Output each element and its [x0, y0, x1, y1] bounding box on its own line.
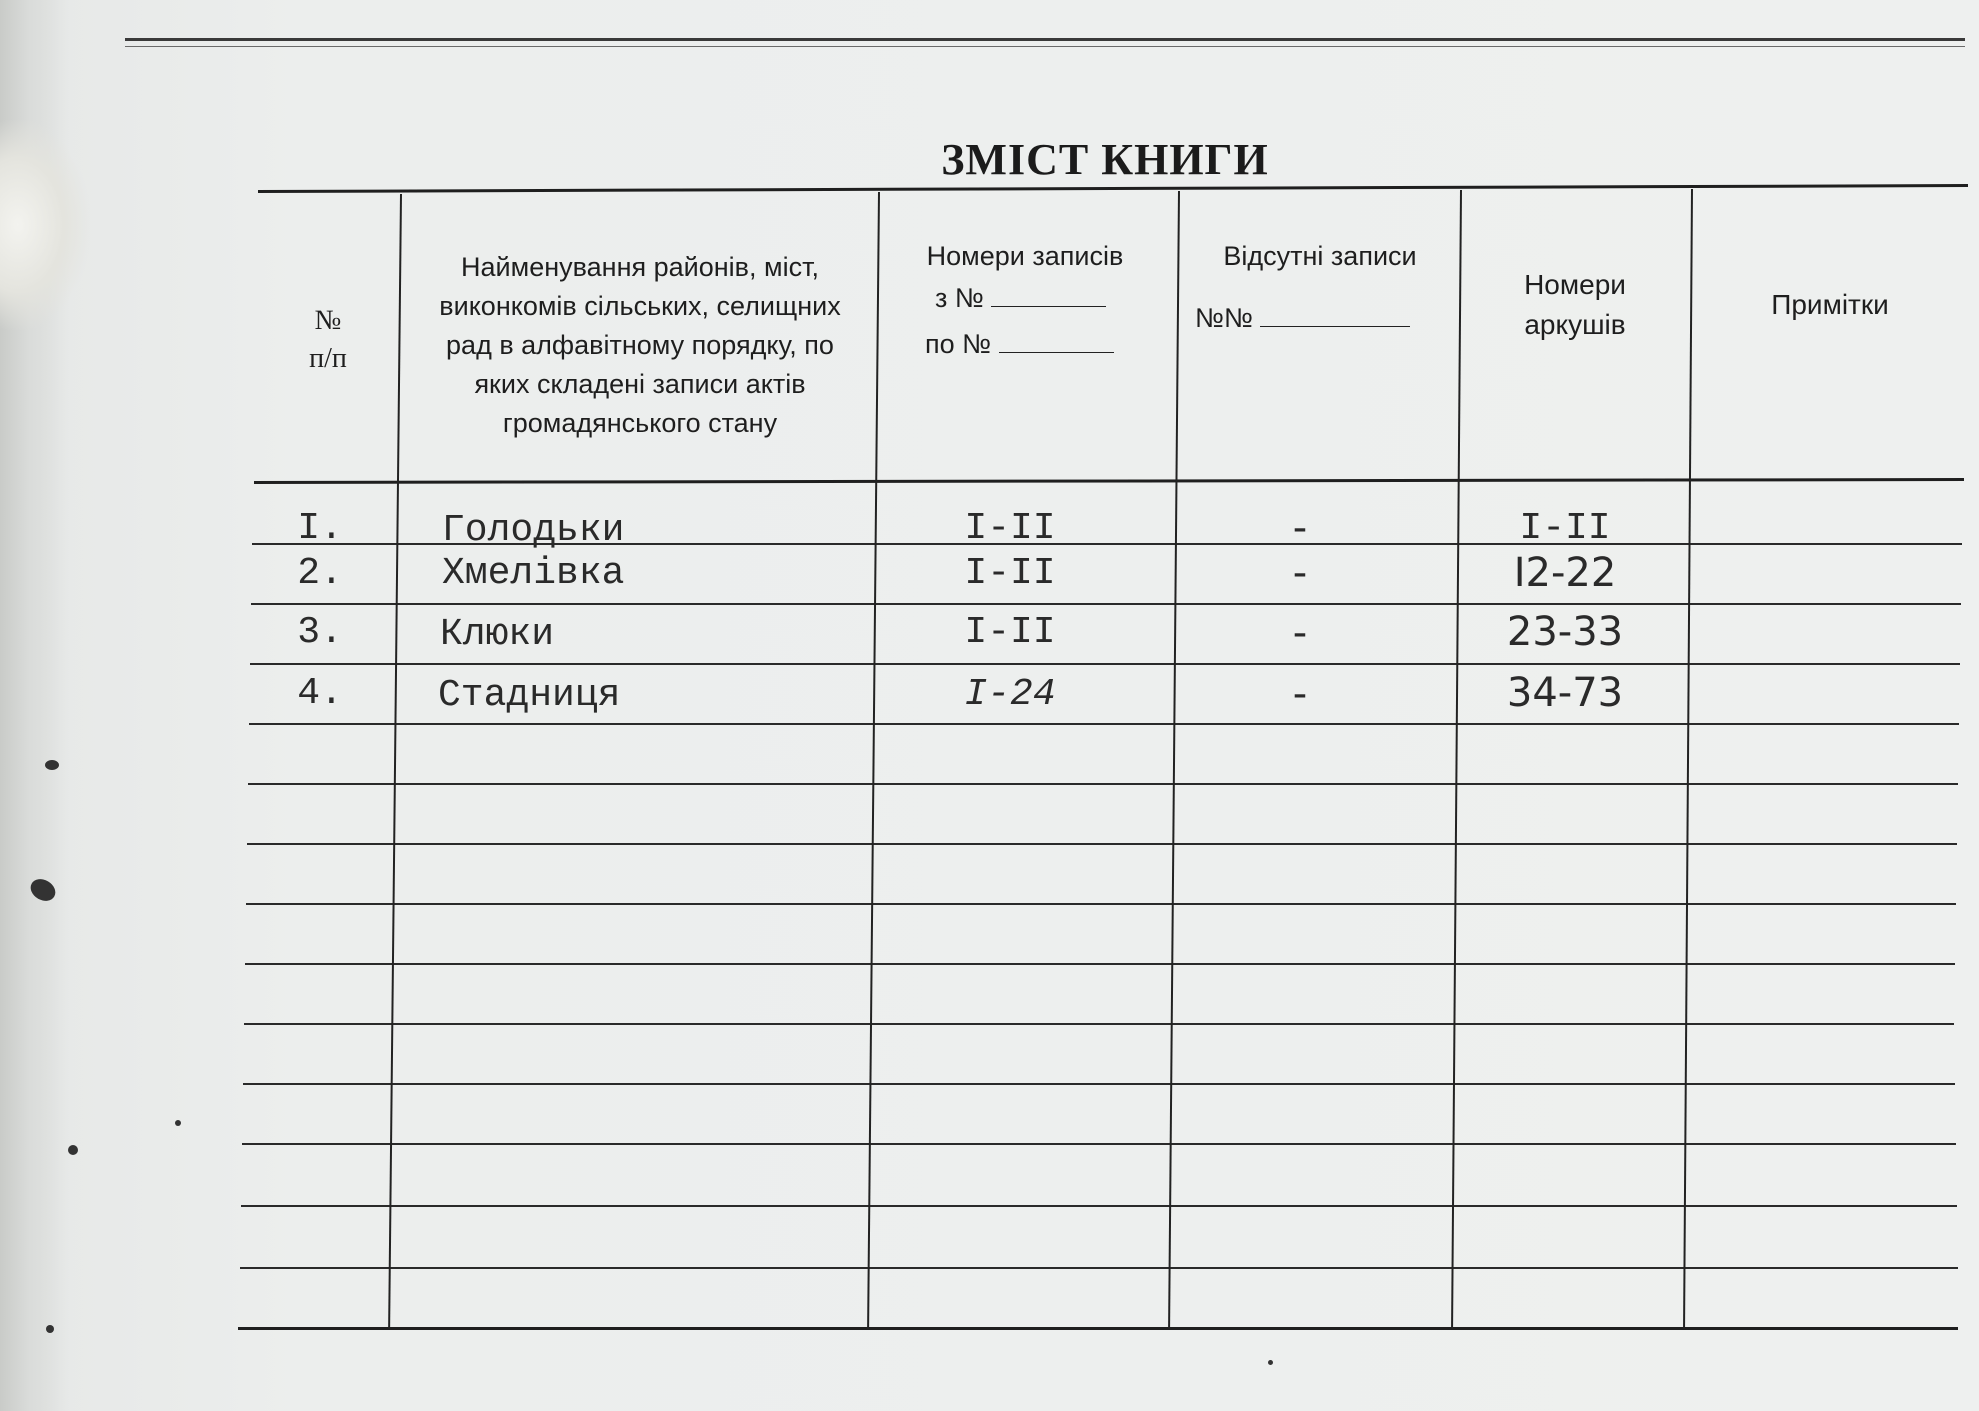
column-rule: [1683, 189, 1693, 1329]
row-rule: [251, 603, 1961, 605]
page-title: ЗМІСТ КНИГИ: [941, 135, 1269, 184]
header-notes-text: Примітки: [1771, 289, 1889, 320]
header-missing-nos-text: №№: [1195, 303, 1253, 333]
row-rule: [245, 963, 1955, 965]
top-rule-secondary: [125, 46, 1965, 47]
header-name-text: Найменування районів, міст, виконкомів сільських, селищних рад в алфавітному порядку, по яких складені записи актів громадянського стану: [439, 251, 841, 438]
table-top-rule: [258, 184, 1968, 193]
row-2-num: 2.: [297, 552, 343, 595]
margin-speck: [45, 760, 59, 770]
header-missing-label: Відсутні записи: [1223, 241, 1417, 271]
column-rule: [867, 192, 880, 1329]
row-1-records: I-II: [964, 507, 1056, 550]
margin-speck: [1268, 1360, 1273, 1365]
row-rule: [243, 1083, 1955, 1085]
row-1-name: Голодьки: [442, 509, 625, 552]
row-3-name: Клюки: [440, 613, 555, 656]
row-rule: [242, 1143, 1956, 1145]
table-bottom-rule: [238, 1327, 1958, 1330]
header-notes: [1700, 240, 1960, 370]
row-rule: [248, 783, 1958, 785]
header-records-to: [880, 323, 1114, 365]
header-num: № п/п: [309, 305, 347, 374]
row-rule: [250, 663, 1960, 665]
row-rule: [246, 903, 1956, 905]
header-records-label: Номери записів: [926, 241, 1124, 271]
records-from-blank: [991, 306, 1106, 307]
row-rule: [249, 723, 1959, 725]
row-3-sheets: 23-33: [1506, 609, 1624, 655]
row-3-num: 3.: [297, 611, 343, 654]
header-records-to-text: по №: [925, 329, 992, 359]
row-3-records: I-II: [964, 611, 1056, 654]
row-4-num: 4.: [297, 672, 343, 715]
row-1-sheets: I-II: [1519, 507, 1611, 550]
top-rule: [125, 38, 1965, 41]
row-4-sheets: 34-73: [1506, 670, 1624, 716]
row-4-missing: -: [1292, 671, 1308, 717]
row-1-missing: -: [1292, 505, 1308, 551]
header-missing: [1180, 235, 1460, 385]
margin-speck: [175, 1120, 181, 1126]
row-1-num: I.: [297, 507, 343, 550]
row-2-missing: -: [1292, 550, 1308, 596]
header-missing-nos: [1195, 297, 1445, 339]
row-rule: [247, 843, 1957, 845]
header-records-from-text: з №: [935, 283, 984, 313]
margin-speck: [46, 1325, 54, 1333]
header-name: [420, 210, 860, 480]
row-rule: [240, 1267, 1958, 1269]
records-to-blank: [999, 352, 1114, 353]
row-2-name: Хмелівка: [442, 552, 625, 595]
missing-nos-blank: [1260, 326, 1410, 327]
torn-edge: [0, 120, 90, 330]
header-sheets-text: Номери аркушів: [1524, 269, 1626, 340]
row-4-name: Стадниця: [438, 674, 621, 717]
row-3-missing: -: [1292, 610, 1308, 656]
row-2-sheets: I2-22: [1513, 550, 1617, 596]
row-rule: [244, 1023, 1954, 1025]
header-sheets: [1470, 240, 1680, 370]
header-records-from: [880, 277, 1106, 319]
row-4-records: I-24: [964, 673, 1056, 716]
row-2-records: I-II: [964, 552, 1056, 595]
header-records: [880, 235, 1170, 405]
row-rule: [241, 1205, 1957, 1207]
margin-speck: [68, 1145, 78, 1155]
